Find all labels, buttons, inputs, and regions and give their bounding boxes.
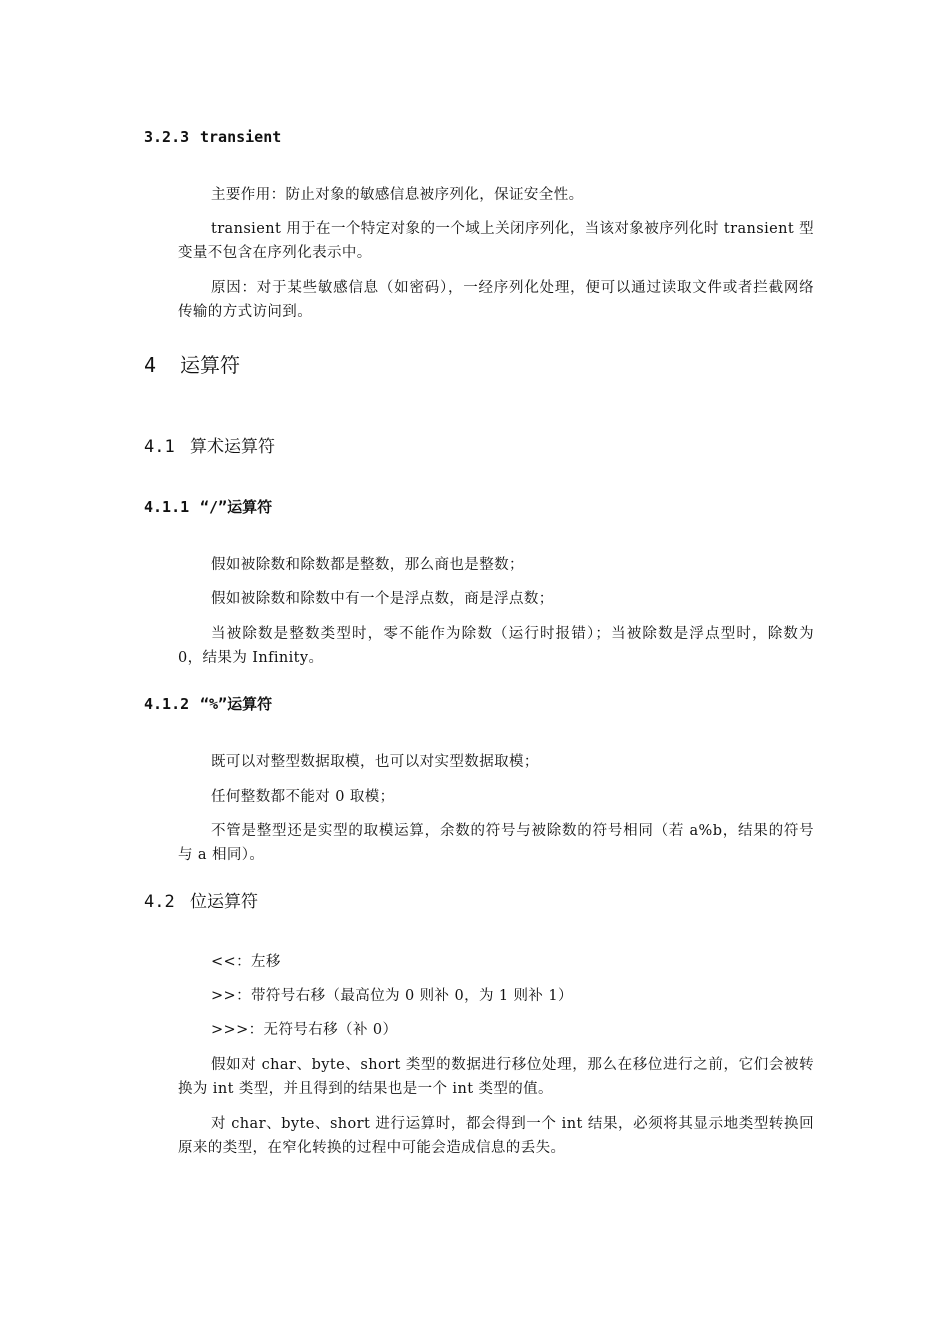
paragraph: 假如对 char、byte、short 类型的数据进行移位处理，那么在移位进行之前，它们会被转换为 int 类型，并且得到的结果也是一个 int 类型的值。 [178, 1057, 814, 1097]
paragraph: >>：带符号右移（最高位为 0 则补 0，为 1 则补 1） [211, 988, 573, 1004]
heading-title: 算术运算符 [190, 437, 275, 457]
heading-title: 运算符 [180, 353, 240, 377]
paragraph: <<：左移 [211, 954, 281, 970]
heading-number: 4.1.2 [144, 695, 190, 713]
paragraph: >>>：无符号右移（补 0） [211, 1022, 398, 1038]
paragraph: 不管是整型还是实型的取模运算，余数的符号与被除数的符号相同（若 a%b，结果的符号与 a 相同）。 [178, 823, 814, 863]
heading-4 [144, 352, 240, 378]
heading-number: 3.2.3 [144, 128, 190, 146]
heading-4-1-2 [144, 694, 272, 714]
heading-4-1 [144, 435, 275, 459]
paragraph: 既可以对整型数据取模，也可以对实型数据取模； [211, 754, 539, 770]
heading-number: 4.2 [144, 892, 175, 912]
heading-4-2 [144, 890, 258, 914]
paragraph: 对 char、byte、short 进行运算时，都会得到一个 int 结果，必须将其显示地类型转换回原来的类型，在窄化转换的过程中可能会造成信息的丢失。 [178, 1116, 814, 1156]
heading-number: 4.1 [144, 437, 175, 457]
paragraph: 当被除数是整数类型时，零不能作为除数（运行时报错）；当被除数是浮点型时，除数为 0，结果为 Infinity。 [178, 626, 814, 666]
paragraph: 任何整数都不能对 0 取模； [211, 789, 395, 805]
heading-title: “/”运算符 [200, 498, 273, 516]
heading-number: 4 [144, 353, 157, 377]
heading-4-1-1 [144, 497, 272, 517]
paragraph: transient 用于在一个特定对象的一个域上关闭序列化，当该对象被序列化时 transient 型变量不包含在序列化表示中。 [178, 221, 814, 261]
heading-3-2-3 [144, 127, 281, 147]
heading-title: “%”运算符 [200, 695, 273, 713]
heading-title: transient [200, 128, 282, 146]
heading-number: 4.1.1 [144, 498, 190, 516]
heading-title: 位运算符 [190, 892, 258, 912]
paragraph: 原因：对于某些敏感信息（如密码），一经序列化处理，便可以通过读取文件或者拦截网络传输的方式访问到。 [178, 280, 814, 320]
paragraph: 假如被除数和除数中有一个是浮点数，商是浮点数； [211, 591, 554, 607]
paragraph: 假如被除数和除数都是整数，那么商也是整数； [211, 557, 524, 573]
paragraph: 主要作用：防止对象的敏感信息被序列化，保证安全性。 [211, 187, 584, 203]
